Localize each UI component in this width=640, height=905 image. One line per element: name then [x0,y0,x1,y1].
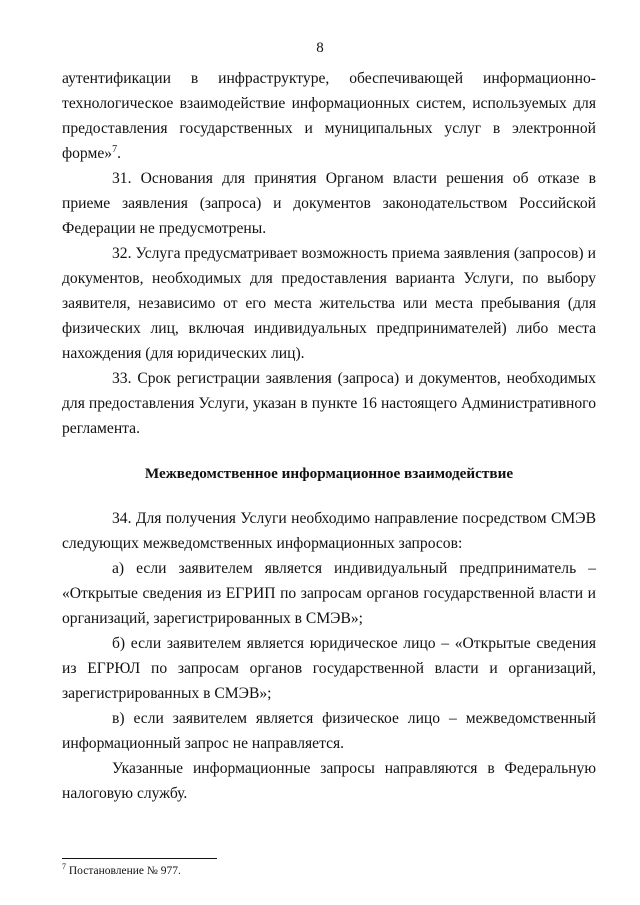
footnote [62,864,596,878]
paragraph-end-mark: . [117,145,121,162]
page-number: 8 [316,40,324,56]
paragraph-34: 34. Для получения Услуги необходимо направление посредством СМЭВ следующих межведомственных информационных запросов: [62,510,596,552]
footnote-divider [62,858,217,859]
paragraph-continuation [62,66,596,166]
footnote-reference: 7 [112,143,118,155]
paragraph-31: 31. Основания для принятия Органом власти решения об отказе в приеме заявления (запроса) и документов законодательством Российской Федерации не предусмотрены. [62,170,596,237]
paragraph-34b: б) если заявителем является юридическое лицо – «Открытые сведения из ЕГРЮЛ по запросам органов государственной власти и организаций, зарегистрированных в СМЭВ»; [62,635,596,702]
footnote-mark: 7 [62,862,66,872]
footnote-text: Постановление № 977. [66,865,181,877]
paragraph-final: Указанные информационные запросы направляются в Федеральную налоговую службу. [62,760,596,802]
document-body [62,66,596,806]
section-heading: Межведомственное информационное взаимодействие [144,465,514,482]
paragraph-continuation-text: аутентификации в инфраструктуре, обеспечивающей информационно-технологическое взаимодействие информационных систем, используемых для предоставления государственных и муниципальных услуг в электронной форме» [62,70,596,162]
paragraph-34c: в) если заявителем является физическое лицо – межведомственный информационный запрос не направляется. [62,710,596,752]
paragraph-32: 32. Услуга предусматривает возможность приема заявления (запросов) и документов, необходимых для предоставления варианта Услуги, по выбору заявителя, независимо от его места жительства или места пребывания (для физических лиц, включая индивидуальных предпринимателей) либо места нахождения (для юридических лиц). [62,245,596,362]
paragraph-33: 33. Срок регистрации заявления (запроса) и документов, необходимых для предоставления Услуги, указан в пункте 16 настоящего Административного регламента. [62,370,596,437]
paragraph-34a: а) если заявителем является индивидуальный предприниматель – «Открытые сведения из ЕГРИП по запросам органов государственной власти и организаций, зарегистрированных в СМЭВ»; [62,560,596,627]
